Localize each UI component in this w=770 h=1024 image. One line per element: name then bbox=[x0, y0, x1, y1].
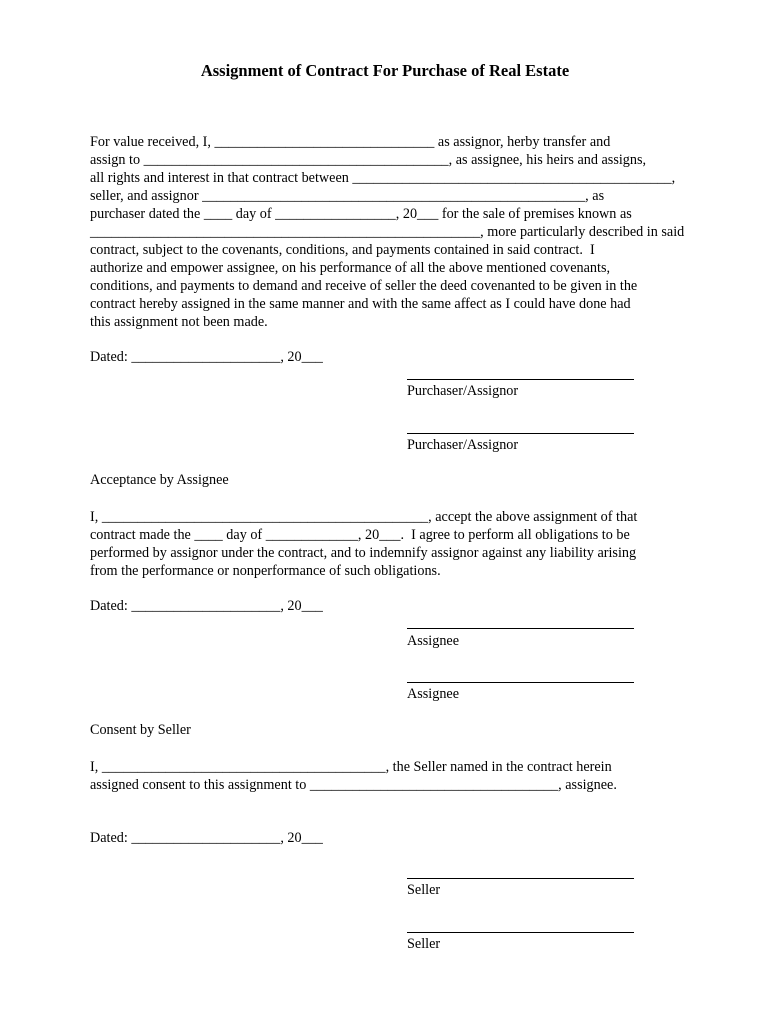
paragraph-line: authorize and empower assignee, on his performance of all the above mentioned covenants, bbox=[90, 260, 611, 276]
paragraph-line: For value received, I, _______________________________ as assignor, herby transfer and bbox=[90, 134, 611, 150]
paragraph-line: seller, and assignor ______________________________________________________, as bbox=[90, 188, 605, 204]
section-heading-acceptance: Acceptance by Assignee bbox=[90, 472, 229, 488]
signature-line bbox=[407, 682, 634, 683]
signature-line bbox=[407, 932, 634, 933]
paragraph-line: contract made the ____ day of _____________, 20___. I agree to perform all obligations to be bbox=[90, 527, 630, 543]
signature-line bbox=[407, 433, 634, 434]
signature-line bbox=[407, 878, 634, 879]
dated-line-assignee: Dated: _____________________, 20___ bbox=[90, 598, 323, 614]
signature-label-assignee: Assignee bbox=[407, 686, 460, 702]
paragraph-line: _______________________________________________________, more particularly described in said bbox=[90, 224, 685, 240]
paragraph-line: assign to ___________________________________________, as assignee, his heirs and assigns, bbox=[90, 152, 647, 168]
paragraph-line: I, ________________________________________, the Seller named in the contract herein bbox=[90, 759, 612, 775]
signature-label-assignee: Assignee bbox=[407, 633, 460, 649]
signature-label-purchaser: Purchaser/Assignor bbox=[407, 437, 519, 453]
paragraph-line: contract hereby assigned in the same manner and with the same affect as I could have done had bbox=[90, 296, 631, 312]
paragraph-line: contract, subject to the covenants, conditions, and payments contained in said contract. I bbox=[90, 242, 595, 258]
paragraph-line: I, ______________________________________________, accept the above assignment of that bbox=[90, 509, 638, 525]
signature-label-purchaser: Purchaser/Assignor bbox=[407, 383, 519, 399]
document-title: Assignment of Contract For Purchase of Real Estate bbox=[200, 61, 570, 80]
dated-line-seller: Dated: _____________________, 20___ bbox=[90, 830, 323, 846]
signature-label-seller: Seller bbox=[407, 882, 441, 898]
signature-line bbox=[407, 628, 634, 629]
paragraph-line: assigned consent to this assignment to ___________________________________, assignee. bbox=[90, 777, 617, 793]
section-heading-consent: Consent by Seller bbox=[90, 722, 191, 738]
paragraph-line: performed by assignor under the contract, and to indemnify assignor against any liability arising bbox=[90, 545, 637, 561]
dated-line-assignor: Dated: _____________________, 20___ bbox=[90, 349, 323, 365]
paragraph-line: all rights and interest in that contract between _____________________________________________, bbox=[90, 170, 676, 186]
paragraph-line: purchaser dated the ____ day of _________________, 20___ for the sale of premises known as bbox=[90, 206, 632, 222]
signature-line bbox=[407, 379, 634, 380]
paragraph-line: conditions, and payments to demand and receive of seller the deed covenanted to be given in the bbox=[90, 278, 638, 294]
paragraph-line: this assignment not been made. bbox=[90, 314, 268, 330]
signature-label-seller: Seller bbox=[407, 936, 441, 952]
paragraph-line: from the performance or nonperformance of such obligations. bbox=[90, 563, 441, 579]
